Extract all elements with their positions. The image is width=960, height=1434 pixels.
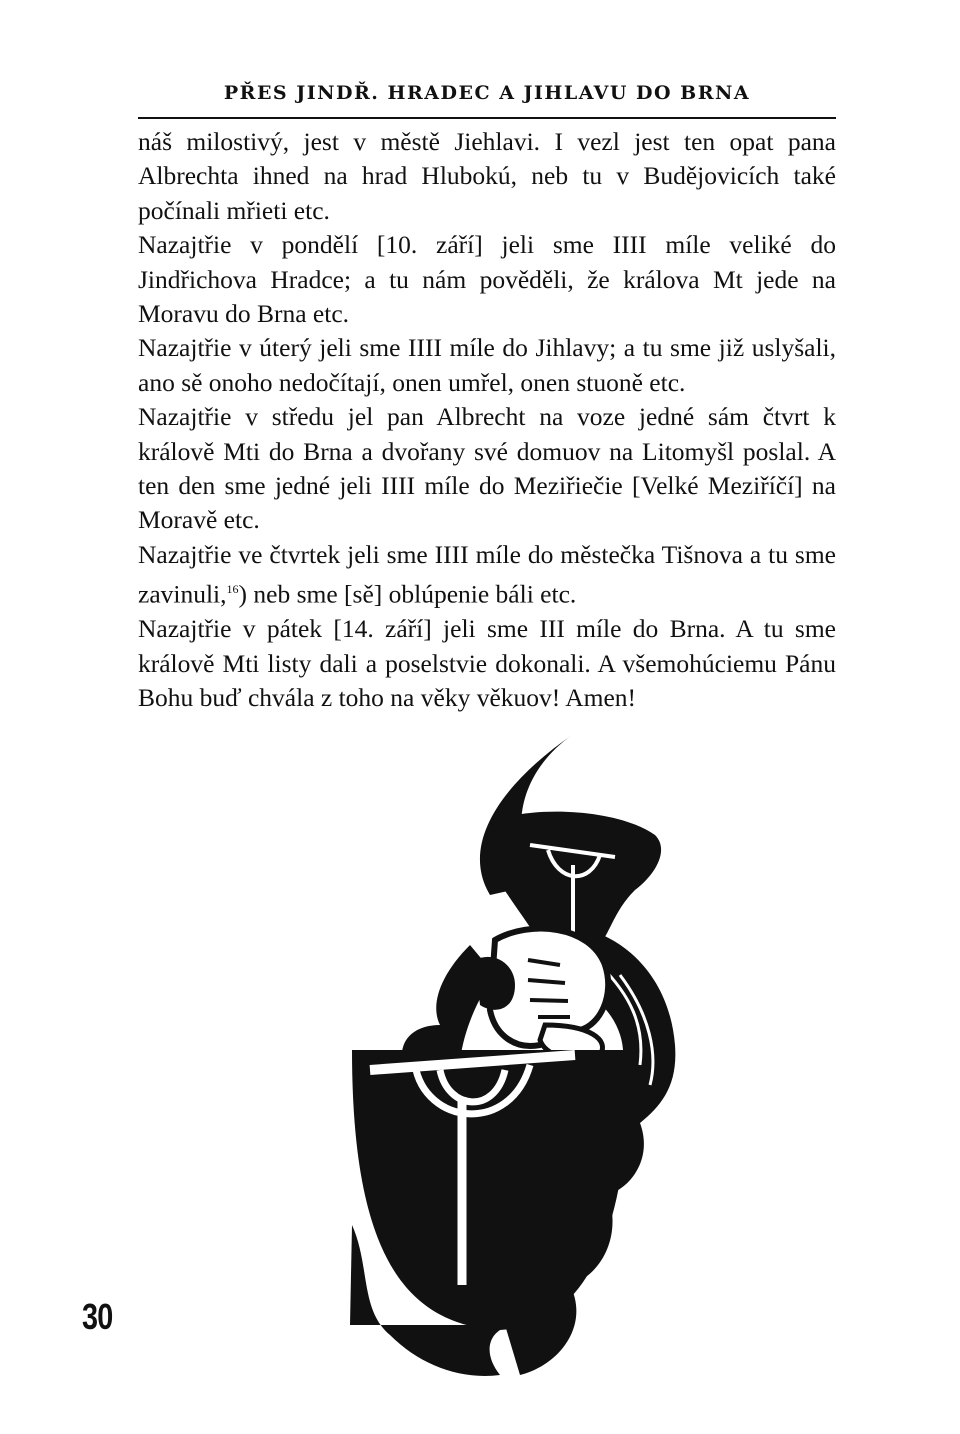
paragraph-1: náš milostivý, jest v městě Jiehlavi. I vezl jest ten opat pana Albrechta ihned na hrad Hlubokú, neb tu v Budějovicích také počínali mřieti etc. <box>138 127 836 225</box>
paragraph-4: Nazajtřie v středu jel pan Albrecht na voze jedné sám čtvrt k králově Mti do Brna a dvořany své domuov na Litomyšl poslal. A ten den sme jedné jeli IIII míle do Meziřiečie [Velké Meziříčí] na Moravě etc. <box>138 402 836 535</box>
footnote-marker: 16 <box>226 582 239 597</box>
running-head: PŘES JINDŘ. HRADEC A JIHLAVU DO BRNA <box>223 82 751 104</box>
paragraph-6: Nazajtřie v pátek [14. září] jeli sme III míle do Brna. A tu sme králově Mti listy dali a poselstvie dokonali. A všemohúciemu Pánu Bohu buď chvála z toho na věky věkuov! Amen! <box>138 614 836 712</box>
paragraph-5 <box>138 538 836 612</box>
page-number: 30 <box>82 1296 113 1337</box>
paragraph-5-text-end: ) neb sme [sě] oblúpenie báli etc. <box>238 579 577 609</box>
header-rule <box>138 117 836 119</box>
coat-of-arms-illustration <box>290 725 690 1395</box>
body-text <box>138 125 836 715</box>
paragraph-2: Nazajtřie v pondělí [10. září] jeli sme IIII míle veliké do Jindřichova Hradce; a tu nám pověděli, že králova Mt jede na Moravu do Brna etc. <box>138 230 836 329</box>
paragraph-3: Nazajtřie v úterý jeli sme IIII míle do Jihlavy; a tu sme již uslyšali, ano sě onoho nedočítají, onen umřel, onen stuoně etc. <box>138 333 836 397</box>
paragraph-5-text: Nazajtřie ve čtvrtek jeli sme IIII míle do městečka Tišnova a tu sme zavinuli, <box>138 539 836 609</box>
